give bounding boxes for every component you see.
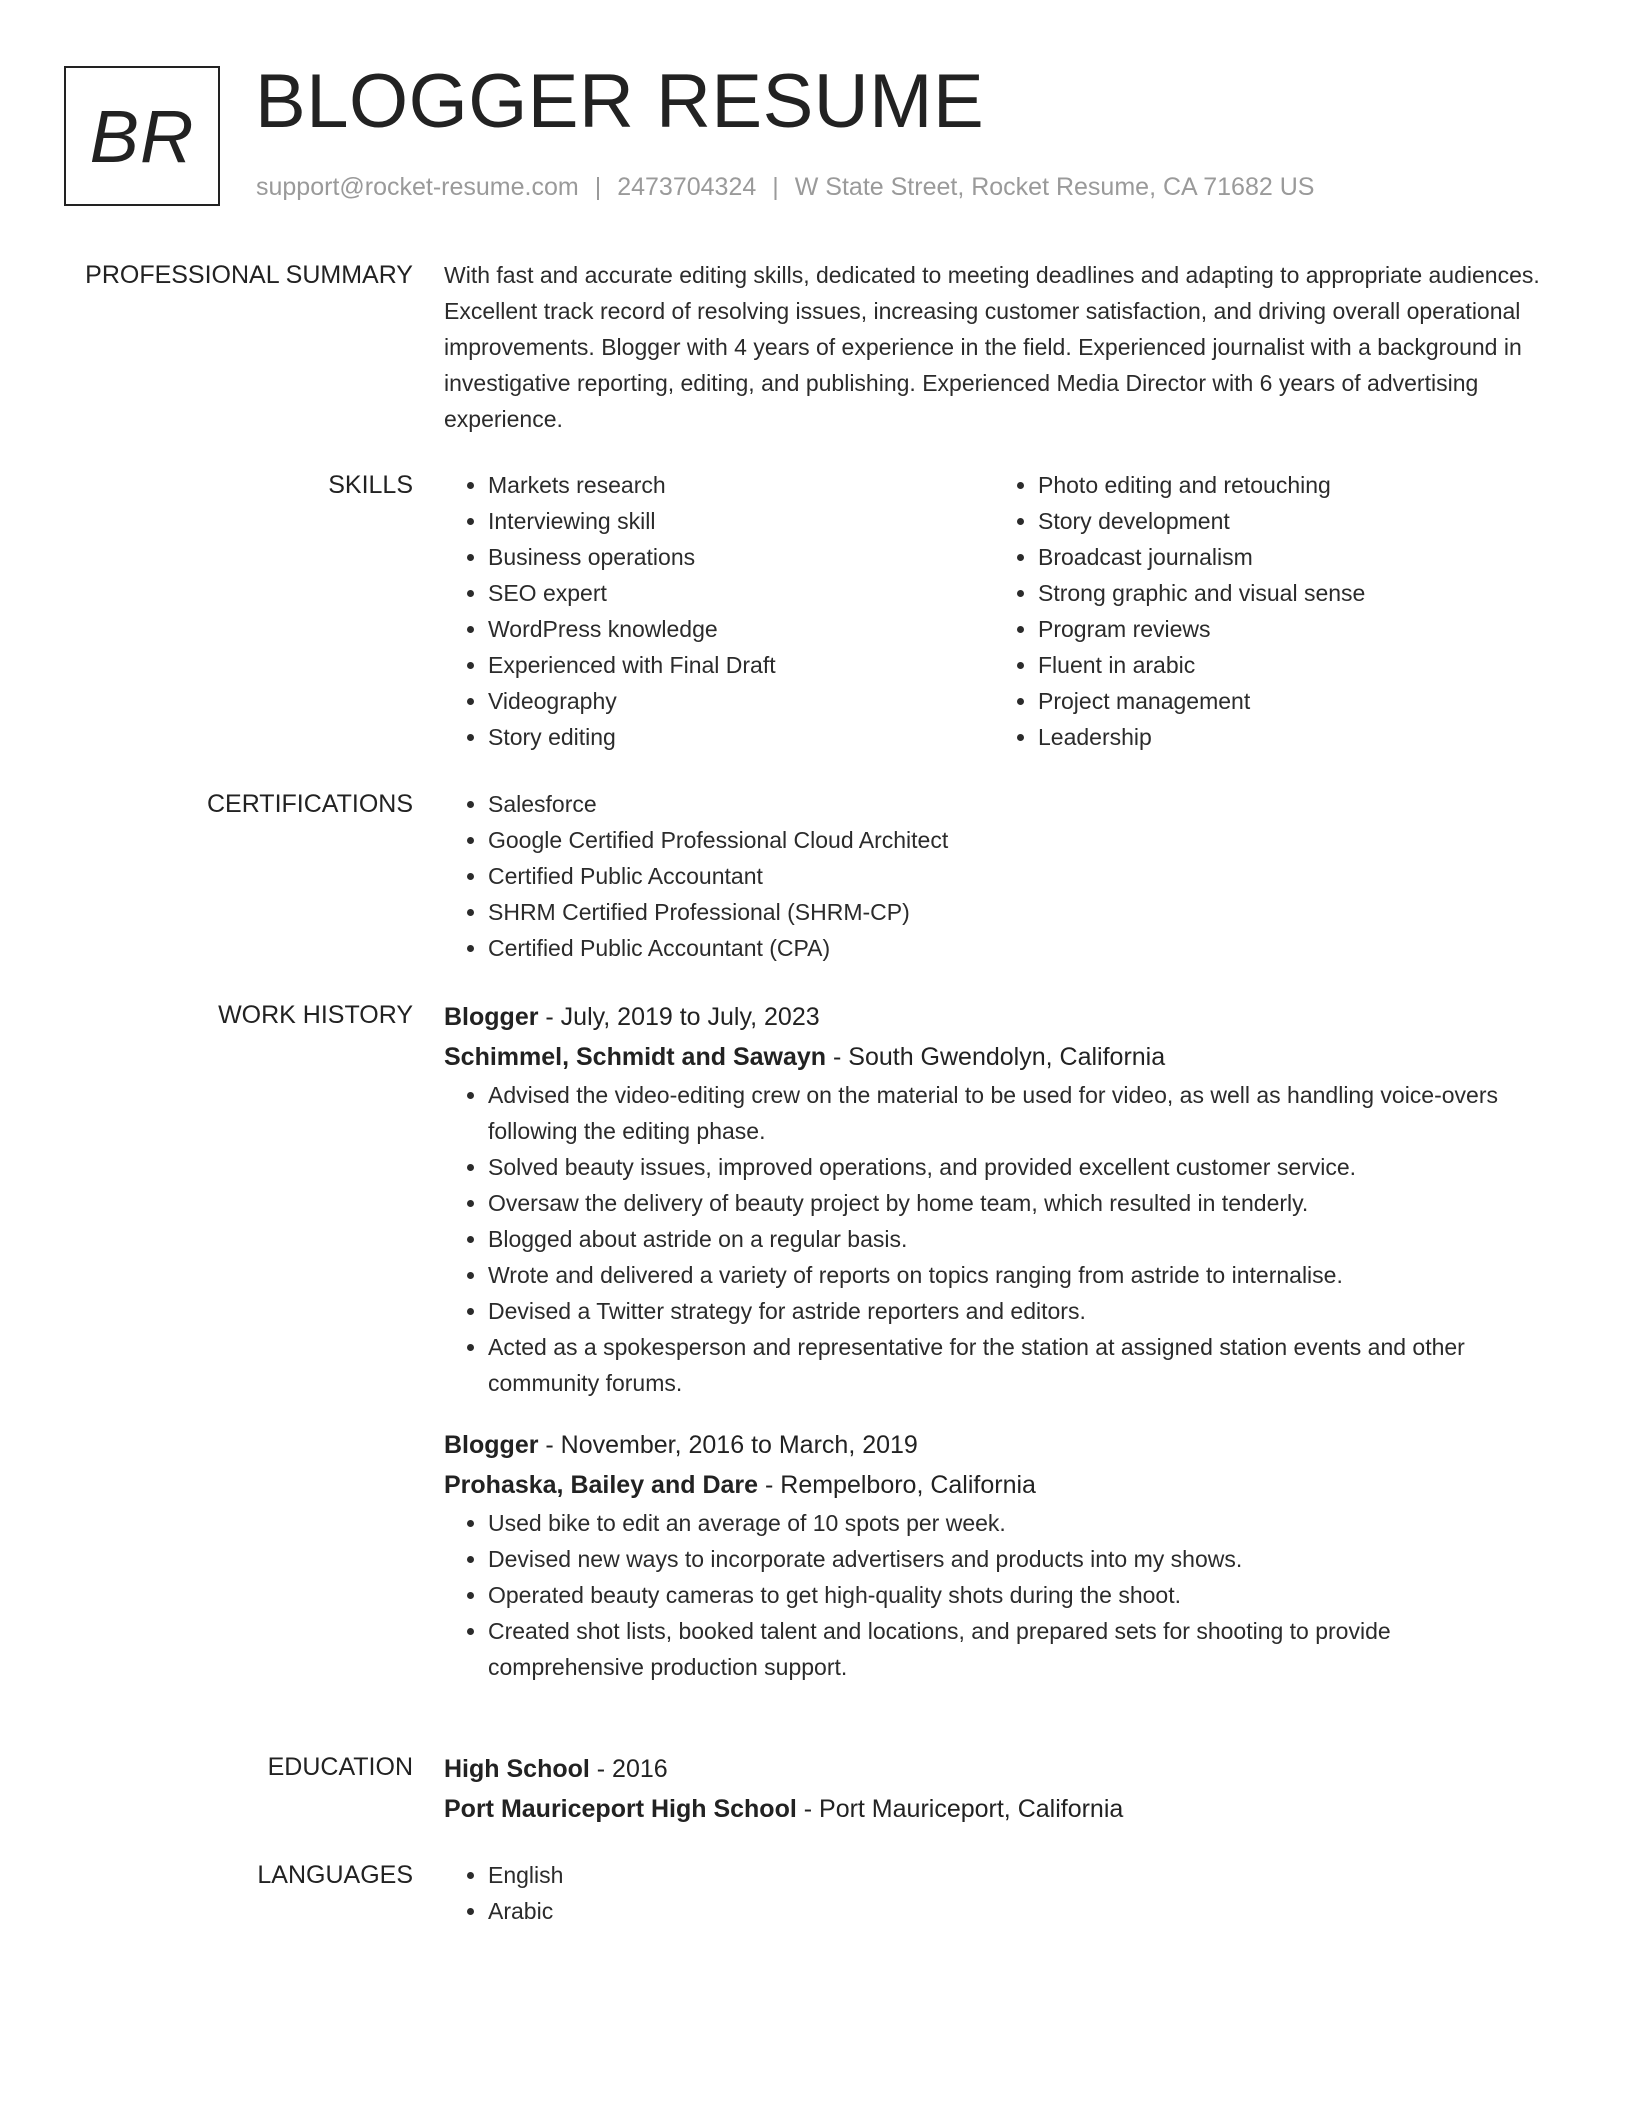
certification-item: • Certified Public Accountant <box>488 858 1544 894</box>
skill-item: • Leadership <box>1038 719 1544 755</box>
job-bullet: • Used bike to edit an average of 10 spots per week. <box>488 1505 1544 1541</box>
education-label: EDUCATION <box>267 1753 413 1781</box>
skill-item: • Photo editing and retouching <box>1038 467 1544 503</box>
skill-item: • WordPress knowledge <box>488 611 994 647</box>
job-bullet: • Solved beauty issues, improved operations, and provided excellent customer service. <box>488 1149 1544 1185</box>
contact-email: support@rocket-resume.com <box>256 173 579 201</box>
skill-item: • Strong graphic and visual sense <box>1038 575 1544 611</box>
skill-item: • Markets research <box>488 467 994 503</box>
job-bullet: • Acted as a spokesperson and representative for the station at assigned station events and other community forums. <box>488 1329 1544 1401</box>
skill-item: • Experienced with Final Draft <box>488 647 994 683</box>
certification-item: • SHRM Certified Professional (SHRM-CP) <box>488 894 1544 930</box>
job-bullets <box>444 1505 1544 1685</box>
skill-item: • Business operations <box>488 539 994 575</box>
certification-item: • Salesforce <box>488 786 1544 822</box>
skills-list-left <box>444 467 994 755</box>
work-content <box>444 997 1544 1685</box>
languages-content <box>444 1857 1544 1929</box>
languages-list <box>444 1857 1544 1929</box>
job-company: Schimmel, Schmidt and Sawayn <box>444 1043 827 1071</box>
skill-item: • Fluent in arabic <box>1038 647 1544 683</box>
skill-item: • Broadcast journalism <box>1038 539 1544 575</box>
job-entry <box>444 1425 1544 1685</box>
summary-content <box>444 257 1544 437</box>
job-bullet: • Oversaw the delivery of beauty project by home team, which resulted in tenderly. <box>488 1185 1544 1221</box>
skills-content <box>444 467 1544 755</box>
education-content <box>444 1749 1544 1829</box>
certifications-label: CERTIFICATIONS <box>206 790 413 818</box>
contact-line <box>256 173 1314 202</box>
monogram-text: BR <box>89 94 195 178</box>
job-role: Blogger <box>444 1431 539 1459</box>
job-title-line <box>444 997 1544 1037</box>
certifications-content <box>444 786 1544 966</box>
summary-label: PROFESSIONAL SUMMARY <box>85 261 413 289</box>
job-company: Prohaska, Bailey and Dare <box>444 1471 759 1499</box>
job-dates: - July, 2019 to July, 2023 <box>538 1003 820 1031</box>
monogram-box <box>64 66 220 206</box>
languages-label: LANGUAGES <box>257 1861 413 1889</box>
job-dates: - November, 2016 to March, 2019 <box>538 1431 918 1459</box>
job-bullet: • Devised a Twitter strategy for astride reporters and editors. <box>488 1293 1544 1329</box>
job-bullet: • Devised new ways to incorporate advertisers and products into my shows. <box>488 1541 1544 1577</box>
summary-text: With fast and accurate editing skills, dedicated to meeting deadlines and adapting to appropriate audiences. Excellent track record of resolving issues, increasing customer satisfaction, and driving overall operational improvements. Blogger with 4 years of experience in the field. Experienced journalist with a background in investigative reporting, editing, and publishing. Experienced Media Director with 6 years of advertising experience. <box>444 262 1540 432</box>
skill-item: • SEO expert <box>488 575 994 611</box>
skills-list-right <box>994 467 1544 755</box>
job-bullet: • Operated beauty cameras to get high-quality shots during the shoot. <box>488 1577 1544 1613</box>
contact-separator: | <box>594 173 602 201</box>
job-location: - South Gwendolyn, California <box>826 1043 1166 1071</box>
language-item: • Arabic <box>488 1893 1544 1929</box>
job-location: - Rempelboro, California <box>758 1471 1036 1499</box>
work-label: WORK HISTORY <box>218 1001 413 1029</box>
certifications-list <box>444 786 1544 966</box>
job-title-line <box>444 1425 1544 1465</box>
education-school: Port Mauriceport High School <box>444 1795 797 1823</box>
job-role: Blogger <box>444 1003 539 1031</box>
contact-separator: | <box>772 173 779 201</box>
skill-item: • Story development <box>1038 503 1544 539</box>
certification-item: • Google Certified Professional Cloud Architect <box>488 822 1544 858</box>
job-bullet: • Wrote and delivered a variety of reports on topics ranging from astride to internalise. <box>488 1257 1544 1293</box>
education-school-line <box>444 1789 1544 1829</box>
skill-item: • Program reviews <box>1038 611 1544 647</box>
job-company-line <box>444 1465 1544 1505</box>
contact-phone: 2473704324 <box>617 173 757 201</box>
job-entry <box>444 997 1544 1401</box>
skill-item: • Project management <box>1038 683 1544 719</box>
education-degree: High School <box>444 1755 590 1783</box>
skill-item: • Story editing <box>488 719 994 755</box>
job-bullet: • Advised the video-editing crew on the material to be used for video, as well as handling voice-overs following the editing phase. <box>488 1077 1544 1149</box>
job-bullet: • Blogged about astride on a regular basis. <box>488 1221 1544 1257</box>
job-bullets <box>444 1077 1544 1401</box>
language-item: • English <box>488 1857 1544 1893</box>
job-bullet: • Created shot lists, booked talent and locations, and prepared sets for shooting to provide comprehensive production support. <box>488 1613 1544 1685</box>
contact-address: W State Street, Rocket Resume, CA 71682 US <box>794 173 1315 201</box>
skill-item: • Interviewing skill <box>488 503 994 539</box>
education-year: - 2016 <box>589 1755 668 1783</box>
skill-item: • Videography <box>488 683 994 719</box>
education-location: - Port Mauriceport, California <box>796 1795 1124 1823</box>
job-company-line <box>444 1037 1544 1077</box>
certification-item: • Certified Public Accountant (CPA) <box>488 930 1544 966</box>
education-degree-line <box>444 1749 1544 1789</box>
skills-label: SKILLS <box>328 471 413 499</box>
resume-title: BLOGGER RESUME <box>255 59 985 144</box>
